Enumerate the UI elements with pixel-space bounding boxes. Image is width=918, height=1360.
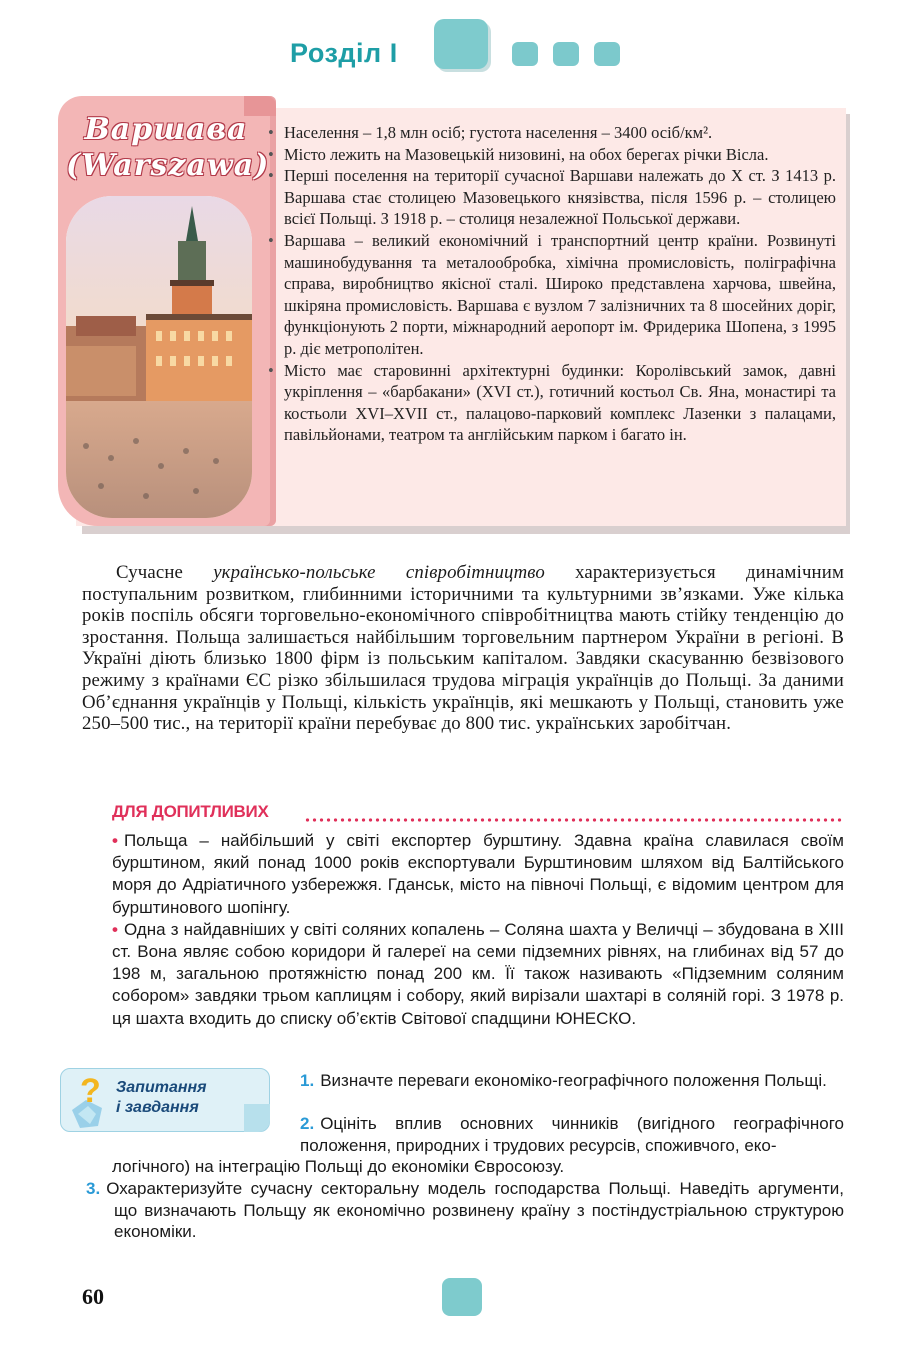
footer-marker [442, 1278, 482, 1316]
section-marker-small-3 [594, 42, 620, 66]
questions-title-line1: Запитання [116, 1079, 207, 1096]
city-name-ukrainian: Варшава [84, 112, 248, 147]
bullet-icon: • [112, 919, 118, 939]
questions-title-line2: і завдання [116, 1099, 199, 1116]
city-facts-list [268, 122, 836, 446]
question-2-continuation: логічного) на інтеграцію Польщі до економіки Євросоюзу. [112, 1157, 565, 1176]
fact-population: • Населення – 1,8 млн осіб; густота населення – 3400 осіб/км². [268, 122, 836, 144]
svg-text:?: ? [80, 1072, 101, 1110]
fact-economy: • Варшава – великий економічний і транспортний центр країни. Розвинуті машинобудування та металообробка, хімічна промисловість, поліграфічна справа, виробництво якісної сталі. Широко представлена харчова, швейна, шкіряна промисловість. Варшава є вузлом 7 залізничних та 8 шосейних доріг, функціонують 2 порти, міжнародний аеропорт ім. Фридерика Шопена, з 1995 р. діє метрополітен. [268, 230, 836, 360]
curious-heading: ДЛЯ ДОПИТЛИВИХ [112, 802, 269, 821]
bullet-icon: • [112, 831, 118, 850]
curious-item-salt-mine-text: Одна з найдавніших у світі соляних копалень – Соляна шахта у Величці – збудована в XIII ст. Вона являє собою коридори й галереї на семи підземних рівнях, на глибинах від 57 до 198 м, загальною протяжністю понад 200 км. Її також називають «Підземним соляним собором» завдяки трьом каплицям і собору, який вирізали шахтарі в соляній горі. З 1978 р. ця шахта входить до списку об’єктів Світової спадщини ЮНЕСКО. [112, 919, 844, 1028]
fact-location: • Місто лежить на Мазовецькій низовині, на обох берегах річки Вісла. [268, 144, 836, 166]
curious-facts [112, 830, 844, 1030]
questions-title [116, 1078, 207, 1118]
main-paragraph-start: Сучасне [116, 562, 214, 583]
question-1-text: Визначте переваги економіко-географічного положення Польщі. [320, 1071, 827, 1090]
main-paragraph-emphasis: українсько-польське співробітництво [213, 562, 545, 583]
main-paragraph [82, 562, 844, 735]
question-2-text: Оцініть вплив основних чинників (вигідного географічного положення, природних і трудових ресурсів, споживчого, еко- [300, 1114, 844, 1155]
curious-item-salt-mine [112, 919, 844, 1030]
questions-badge-curl [244, 1104, 270, 1132]
section-title: Розділ I [290, 38, 398, 68]
city-name [66, 112, 270, 184]
question-1-number: 1. [300, 1071, 315, 1090]
curious-item-amber [112, 830, 844, 919]
warsaw-old-town-photo [66, 196, 252, 518]
page-number: 60 [82, 1284, 104, 1309]
fact-architecture: • Місто має старовинні архітектурні будинки: Королівський замок, давні укріплення – «барбакани» (XVI ст.), готичний костьол Св. Яна, монастирі та костьоли XVI–XVII ст., палацово-парковий комплекс Лазенки з палацами, павільйонами, театром та англійським парком і багато ін. [268, 360, 836, 446]
section-marker-small-1 [512, 42, 538, 66]
dotted-divider [304, 818, 844, 822]
city-photo [66, 196, 252, 518]
question-mark-icon [66, 1070, 108, 1132]
section-marker-large [434, 19, 488, 69]
question-3 [86, 1178, 844, 1243]
curious-item-amber-text: Польща – найбільший у світі експортер бурштину. Здавна країна славилася своїм бурштином, який понад 1000 років експортували Бурштиновим шляхом від Балтійського моря до Адріатичного узбережжя. Гданськ, місто на півночі Польщі, є відомим центром для бурштинового шопінгу. [112, 831, 844, 917]
section-marker-small-2 [553, 42, 579, 66]
question-2-number: 2. [300, 1114, 315, 1133]
fact-history: • Перші поселення на території сучасної Варшави належать до Х ст. З 1413 р. Варшава стає столицею Мазовецького князівства, після 1596 р. – столицею всієї Польщі. З 1918 р. – столиця незалежної Польської держави. [268, 165, 836, 230]
question-3-text: Охарактеризуйте сучасну секторальну модель господарства Польщі. Наведіть аргументи, що визначають Польщу як економічно розвинену країну з постіндустріальною структурою економіки. [106, 1179, 844, 1241]
main-paragraph-rest: характеризується динамічним поступальним розвитком, глибинними історичними та культурними зв’язками. Уже кілька років поспіль обсяги торговельно-економічного співробітництва мають стійку тенденцію до зростання. Польща залишається найбільшим торговельним партнером України в регіоні. В Україні діють близько 1800 фірм із польським капіталом. Завдяки скасуванню безвізового режиму з країнами ЄС різко збільшилася трудова міграція українців до Польщі. За даними Об’єднання українців у Польщі, кількість українців, які мешкають у Польщі, становить уже 250–500 тис., на території країни перебуває до 800 тис. українських заробітчан. [82, 562, 844, 735]
question-2 [300, 1113, 844, 1156]
city-name-polish: (Warszawa) [66, 148, 270, 183]
question-1 [300, 1070, 844, 1092]
question-3-number: 3. [86, 1179, 101, 1198]
